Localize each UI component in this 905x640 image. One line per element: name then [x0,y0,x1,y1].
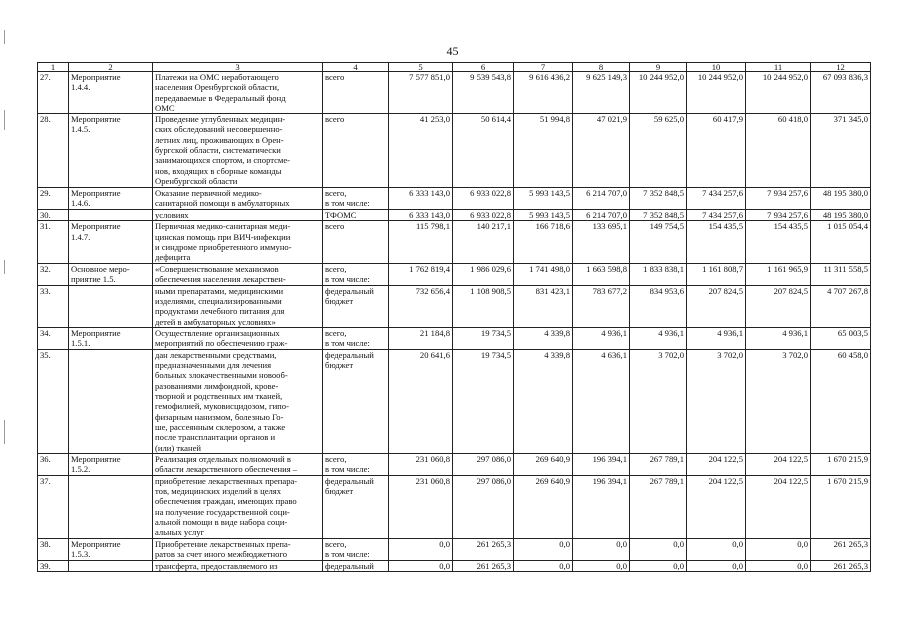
amount-year-6: 7 434 257,6 [687,188,746,210]
amount-year-4: 1 663 598,8 [573,263,630,285]
amount-year-4: 196 394,1 [573,475,630,538]
event-name: Мероприятие 1.5.2. [69,453,153,475]
event-description: Проведение углубленных медицин- ских обследований несовершенно- летних лиц, проживающих в Орен- бургской области, систематически занимающихся спортом, и спортсме- нов, входящих в сборные команды Оренбургской области [153,114,323,188]
amount-year-6: 154 435,5 [687,221,746,263]
event-description: трансферта, предоставляемого из [153,560,323,571]
amount-year-1: 0,0 [389,560,453,571]
amount-year-4: 47 021,9 [573,114,630,188]
program-funding-table [37,62,871,572]
funding-source: всего, в том числе: [323,263,389,285]
funding-source: всего, в том числе: [323,327,389,349]
row-number: 31. [38,221,69,263]
amount-year-3: 0,0 [514,560,573,571]
column-number-3: 3 [153,63,323,72]
column-number-9: 9 [630,63,687,72]
amount-year-3: 5 993 143,5 [514,210,573,221]
amount-year-4: 6 214 707,0 [573,210,630,221]
amount-year-2: 50 614,4 [453,114,514,188]
amount-total: 371 345,0 [811,114,871,188]
amount-year-7: 60 418,0 [746,114,811,188]
amount-year-7: 204 122,5 [746,453,811,475]
column-number-12: 12 [811,63,871,72]
event-name [69,349,153,453]
amount-total: 1 670 215,9 [811,453,871,475]
amount-year-5: 7 352 848,5 [630,188,687,210]
amount-year-1: 732 656,4 [389,285,453,327]
event-description: «Совершенствование механизмов обеспечения населения лекарствен- [153,263,323,285]
event-description: Оказание первичной медико- санитарной помощи в амбулаторных [153,188,323,210]
amount-year-2: 19 734,5 [453,349,514,453]
amount-total: 11 311 558,5 [811,263,871,285]
column-number-11: 11 [746,63,811,72]
event-description: ными препаратами, медицинскими изделиями, специализированными продуктами лечебного питания для детей в амбулаторных условиях» [153,285,323,327]
amount-year-2: 261 265,3 [453,560,514,571]
amount-year-5: 149 754,5 [630,221,687,263]
amount-year-6: 0,0 [687,560,746,571]
amount-year-7: 204 122,5 [746,475,811,538]
row-number: 28. [38,114,69,188]
amount-year-5: 59 625,0 [630,114,687,188]
amount-year-2: 140 217,1 [453,221,514,263]
amount-year-7: 0,0 [746,560,811,571]
row-number: 29. [38,188,69,210]
event-name: Мероприятие 1.4.5. [69,114,153,188]
event-name [69,475,153,538]
amount-year-5: 834 953,6 [630,285,687,327]
amount-year-6: 207 824,5 [687,285,746,327]
event-name: Мероприятие 1.4.4. [69,72,153,114]
amount-total: 48 195 380,0 [811,188,871,210]
amount-year-7: 154 435,5 [746,221,811,263]
amount-year-3: 831 423,1 [514,285,573,327]
amount-year-6: 10 244 952,0 [687,72,746,114]
amount-year-7: 3 702,0 [746,349,811,453]
amount-year-3: 9 616 436,2 [514,72,573,114]
amount-total: 1 670 215,9 [811,475,871,538]
amount-year-5: 0,0 [630,538,687,560]
amount-year-6: 7 434 257,6 [687,210,746,221]
column-number-6: 6 [453,63,514,72]
amount-year-3: 166 718,6 [514,221,573,263]
amount-year-4: 4 936,1 [573,327,630,349]
amount-year-1: 231 060,8 [389,453,453,475]
funding-source: федеральный бюджет [323,285,389,327]
amount-year-7: 7 934 257,6 [746,210,811,221]
event-name: Мероприятие 1.4.6. [69,188,153,210]
column-number-10: 10 [687,63,746,72]
event-description: Реализация отдельных полномочий в области лекарственного обеспечения – [153,453,323,475]
amount-year-4: 0,0 [573,538,630,560]
column-number-1: 1 [38,63,69,72]
amount-year-1: 1 762 819,4 [389,263,453,285]
amount-year-5: 267 789,1 [630,453,687,475]
row-number: 32. [38,263,69,285]
row-number: 38. [38,538,69,560]
amount-year-2: 19 734,5 [453,327,514,349]
amount-year-2: 297 086,0 [453,453,514,475]
amount-year-7: 7 934 257,6 [746,188,811,210]
amount-total: 261 265,3 [811,538,871,560]
amount-year-6: 0,0 [687,538,746,560]
funding-source: всего, в том числе: [323,453,389,475]
amount-year-4: 0,0 [573,560,630,571]
funding-source: всего [323,114,389,188]
table-row [38,453,871,475]
event-name [69,210,153,221]
amount-year-2: 261 265,3 [453,538,514,560]
table-row [38,349,871,453]
event-name [69,560,153,571]
amount-year-6: 204 122,5 [687,453,746,475]
amount-total: 60 458,0 [811,349,871,453]
amount-year-4: 133 695,1 [573,221,630,263]
amount-year-5: 7 352 848,5 [630,210,687,221]
column-number-8: 8 [573,63,630,72]
event-description: Платежи на ОМС неработающего населения Оренбургской области, передаваемые в Федеральный фонд ОМС [153,72,323,114]
row-number: 27. [38,72,69,114]
amount-year-1: 7 577 851,0 [389,72,453,114]
table-row [38,221,871,263]
event-name: Мероприятие 1.4.7. [69,221,153,263]
funding-source: федеральный [323,560,389,571]
table-row [38,114,871,188]
amount-year-4: 783 677,2 [573,285,630,327]
table-row [38,475,871,538]
amount-year-4: 6 214 707,0 [573,188,630,210]
amount-total: 48 195 380,0 [811,210,871,221]
amount-year-5: 3 702,0 [630,349,687,453]
event-description: Первичная медико-санитарная меди- цинская помощь при ВИЧ-инфекции и синдроме приобретенного иммуно- дефицита [153,221,323,263]
event-name: Основное меро- приятие 1.5. [69,263,153,285]
row-number: 34. [38,327,69,349]
amount-year-6: 3 702,0 [687,349,746,453]
amount-year-3: 5 993 143,5 [514,188,573,210]
amount-year-5: 267 789,1 [630,475,687,538]
funding-source: федеральный бюджет [323,475,389,538]
amount-year-1: 20 641,6 [389,349,453,453]
amount-year-3: 269 640,9 [514,453,573,475]
amount-year-6: 4 936,1 [687,327,746,349]
column-number-4: 4 [323,63,389,72]
amount-year-7: 4 936,1 [746,327,811,349]
amount-total: 67 093 836,3 [811,72,871,114]
table-row [38,263,871,285]
amount-year-4: 4 636,1 [573,349,630,453]
funding-source: всего, в том числе: [323,538,389,560]
row-number: 35. [38,349,69,453]
amount-year-1: 41 253,0 [389,114,453,188]
funding-source: всего [323,221,389,263]
event-description: дан лекарственными средствами, предназначенными для лечения больных злокачественными новооб- разованиями лимфоидной, крове- творной и родственных им тканей, гемофилией, муковисцидозом, гипо- физарным нанизмом, болезнью Го- ше, рассеянным склерозом, а также после трансплантации органов и (или) тканей [153,349,323,453]
column-number-row [38,63,871,72]
amount-year-1: 6 333 143,0 [389,188,453,210]
event-name: Мероприятие 1.5.3. [69,538,153,560]
amount-year-6: 60 417,9 [687,114,746,188]
scan-margin-marks [4,0,6,640]
amount-total: 4 707 267,8 [811,285,871,327]
table-row [38,327,871,349]
amount-total: 261 265,3 [811,560,871,571]
amount-year-2: 1 108 908,5 [453,285,514,327]
amount-year-2: 297 086,0 [453,475,514,538]
column-number-2: 2 [69,63,153,72]
amount-year-6: 204 122,5 [687,475,746,538]
amount-year-2: 1 986 029,6 [453,263,514,285]
amount-year-7: 207 824,5 [746,285,811,327]
event-description: условиях [153,210,323,221]
amount-year-3: 4 339,8 [514,349,573,453]
amount-year-4: 196 394,1 [573,453,630,475]
event-description: приобретение лекарственных препара- тов, медицинских изделий в целях обеспечения граждан, имеющих право на получение государственной соци- альной помощи в виде набора соци- альных услуг [153,475,323,538]
amount-total: 1 015 054,4 [811,221,871,263]
column-number-5: 5 [389,63,453,72]
amount-year-3: 269 640,9 [514,475,573,538]
amount-year-5: 10 244 952,0 [630,72,687,114]
amount-year-4: 9 625 149,3 [573,72,630,114]
table-row [38,188,871,210]
amount-year-5: 1 833 838,1 [630,263,687,285]
funding-source: всего [323,72,389,114]
amount-year-1: 21 184,8 [389,327,453,349]
amount-year-1: 0,0 [389,538,453,560]
event-name [69,285,153,327]
row-number: 36. [38,453,69,475]
event-description: Приобретение лекарственных препа- ратов за счет иного межбюджетного [153,538,323,560]
table-row [38,285,871,327]
amount-total: 65 003,5 [811,327,871,349]
amount-year-2: 9 539 543,8 [453,72,514,114]
table-row [38,210,871,221]
column-number-7: 7 [514,63,573,72]
amount-year-5: 4 936,1 [630,327,687,349]
funding-source: федеральный бюджет [323,349,389,453]
table-row [38,72,871,114]
amount-year-7: 0,0 [746,538,811,560]
amount-year-3: 1 741 498,0 [514,263,573,285]
amount-year-5: 0,0 [630,560,687,571]
amount-year-2: 6 933 022,8 [453,210,514,221]
amount-year-7: 10 244 952,0 [746,72,811,114]
event-name: Мероприятие 1.5.1. [69,327,153,349]
amount-year-1: 231 060,8 [389,475,453,538]
amount-year-3: 4 339,8 [514,327,573,349]
table-row [38,560,871,571]
row-number: 39. [38,560,69,571]
amount-year-1: 115 798,1 [389,221,453,263]
event-description: Осуществление организационных мероприятий по обеспечению граж- [153,327,323,349]
row-number: 33. [38,285,69,327]
amount-year-3: 51 994,8 [514,114,573,188]
amount-year-2: 6 933 022,8 [453,188,514,210]
table-row [38,538,871,560]
funding-source: ТФОМС [323,210,389,221]
page-number: 45 [446,44,459,58]
funding-source: всего, в том числе: [323,188,389,210]
amount-year-1: 6 333 143,0 [389,210,453,221]
amount-year-6: 1 161 808,7 [687,263,746,285]
row-number: 37. [38,475,69,538]
amount-year-7: 1 161 965,9 [746,263,811,285]
row-number: 30. [38,210,69,221]
amount-year-3: 0,0 [514,538,573,560]
